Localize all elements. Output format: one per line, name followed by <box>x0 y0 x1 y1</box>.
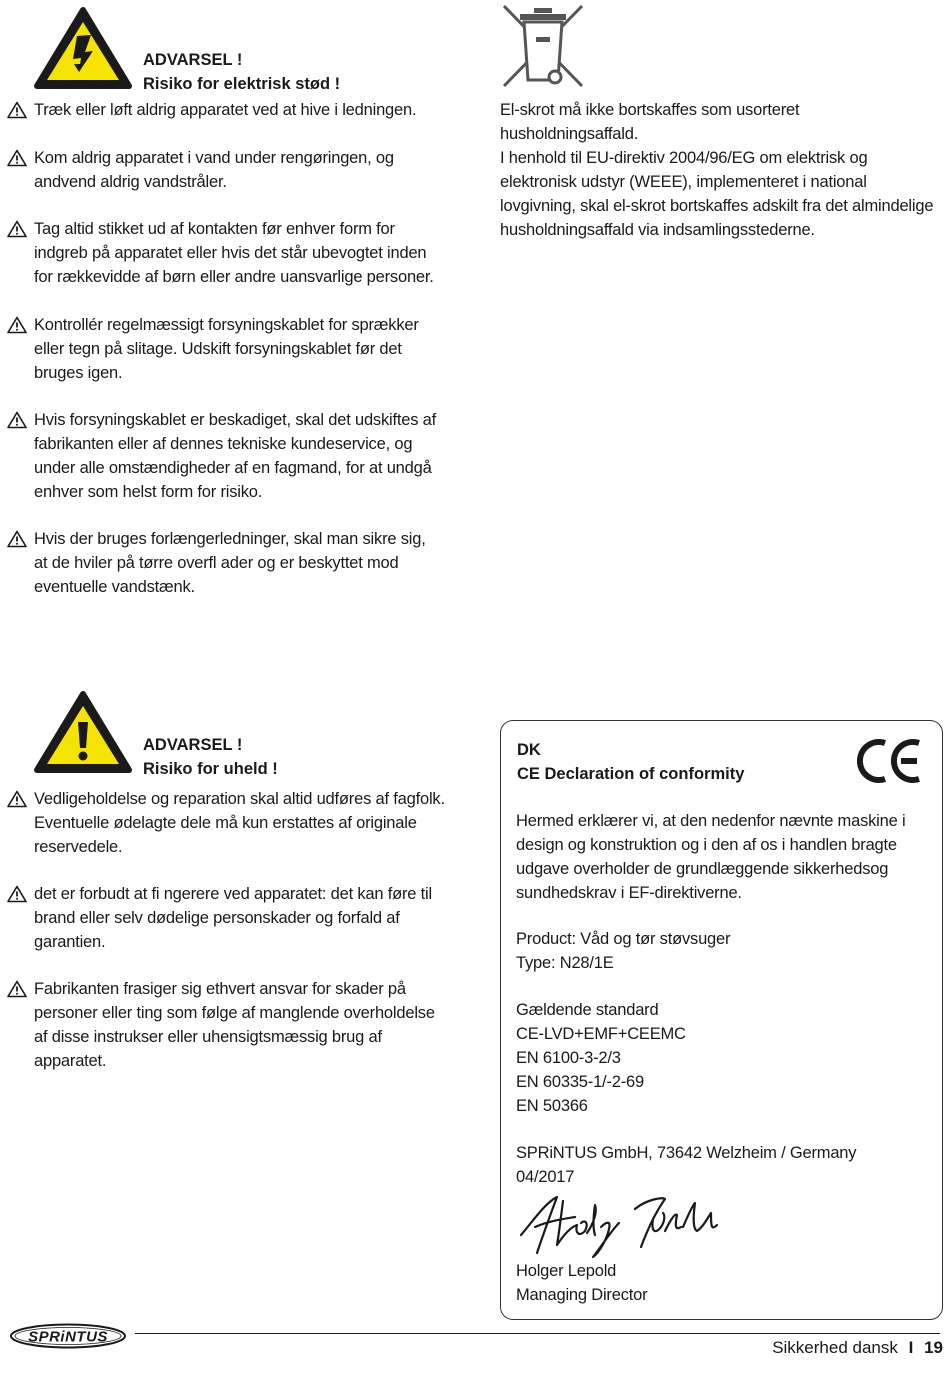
brand-name: SPRiNTUS <box>28 1328 108 1346</box>
ce-declaration-box <box>500 720 943 1320</box>
standard-item: EN 6100-3-2/3 <box>516 1049 621 1067</box>
footer-separator: I <box>908 1338 914 1357</box>
warning-subtitle: Risiko for uheld ! <box>143 760 278 778</box>
footer-label <box>772 1336 943 1360</box>
section-name: Sikkerhed dansk <box>772 1338 898 1357</box>
warning-text: Vedligeholdelse og reparation skal altid udføres af fagfolk. Eventuelle ødelagte dele må kun erstattes af originale reservedele. <box>34 790 445 856</box>
signatory-name: Holger Lepold <box>516 1262 617 1280</box>
warning-text: Træk eller løft aldrig apparatet ved at hive i ledningen. <box>34 101 417 119</box>
standards-label: Gældende standard <box>516 1001 659 1019</box>
warning-text: Kom aldrig apparatet i vand under rengøringen, og andvend aldrig vandstråler. <box>34 149 394 191</box>
declaration-type: Type: N28/1E <box>516 954 614 972</box>
declaration-country: DK <box>517 741 541 759</box>
warning-triangle-icon <box>7 530 27 548</box>
ce-mark-icon <box>857 737 923 785</box>
warning-triangle-icon <box>7 149 27 167</box>
sprintus-logo <box>8 1322 128 1350</box>
warning-triangle-icon <box>7 980 27 998</box>
page-number: 19 <box>924 1338 943 1357</box>
standard-item: EN 60335-1/-2-69 <box>516 1073 644 1091</box>
weee-text-1: El-skrot må ikke bortskaffes som usorteret husholdningsaffald. <box>500 101 800 143</box>
warning-triangle-icon <box>7 411 27 429</box>
signatory-role: Managing Director <box>516 1286 648 1304</box>
declaration-body: Hermed erklærer vi, at den nedenfor nævnte maskine i design og konstruktion og i den af os i handlen bragte udgave overholder de grundlæggende sikkerhedsog sundhedskrav i EF-direktiverne. <box>516 812 906 902</box>
declaration-title: CE Declaration of conformity <box>517 765 745 783</box>
company-address: SPRiNTUS GmbH, 73642 Welzheim / Germany <box>516 1144 857 1162</box>
warning-triangle-icon <box>7 220 27 238</box>
warning-text: det er forbudt at fi ngerere ved apparatet: det kan føre til brand eller selv dødelige personskader og forfald af garantien. <box>34 885 432 951</box>
footer-rule <box>135 1333 940 1334</box>
standard-item: EN 50366 <box>516 1097 588 1115</box>
warning-triangle-icon <box>7 316 27 334</box>
warning-subtitle: Risiko for elektrisk stød ! <box>143 75 341 93</box>
warning-text: Fabrikanten frasiger sig ethvert ansvar for skader på personer eller ting som følge af manglende overholdelse af disse instrukser eller uhensigtsmæssig brug af apparatet. <box>34 980 435 1070</box>
standard-item: CE-LVD+EMF+CEEMC <box>516 1025 686 1043</box>
warning-text: Kontrollér regelmæssigt forsyningskablet for sprækker eller tegn på slitage. Udskift forsyningskablet før det bruges igen. <box>34 316 419 382</box>
warning-triangle-icon <box>7 101 27 119</box>
warning-text: Hvis forsyningskablet er beskadiget, skal det udskiftes af fabrikanten eller af dennes tekniske kundeservice, og under alle omstændigheder af en fagmand, for at undgå enhver som helst form for risiko. <box>34 411 437 501</box>
warning-title: ADVARSEL ! <box>143 736 243 754</box>
warning-title: ADVARSEL ! <box>143 51 243 69</box>
warning-text: Hvis der bruges forlængerledninger, skal man sikre sig, at de hviler på tørre overfl ader og er beskyttet mod eventuelle vandstænk. <box>34 530 426 596</box>
warning-text: Tag altid stikket ud af kontakten før enhver form for indgreb på apparatet eller hvis det står ubevogtet inden for rækkevidde af børn eller andre uansvarlige personer. <box>34 220 434 286</box>
electric-hazard-icon <box>33 6 133 90</box>
warning-triangle-icon <box>7 790 27 808</box>
warning-triangle-icon <box>7 885 27 903</box>
declaration-product: Product: Våd og tør støvsuger <box>516 930 731 948</box>
declaration-date: 04/2017 <box>516 1168 575 1186</box>
weee-text-2: I henhold til EU-direktiv 2004/96/EG om elektrisk og elektronisk udstyr (WEEE), implementeret i national lovgivning, skal el-skrot bortskaffes adskilt fra det almindelige husholdningsaffald via indsamlingsstederne. <box>500 149 934 239</box>
general-warning-icon <box>33 690 133 774</box>
crossed-bin-icon <box>500 2 586 90</box>
signature <box>515 1191 725 1261</box>
